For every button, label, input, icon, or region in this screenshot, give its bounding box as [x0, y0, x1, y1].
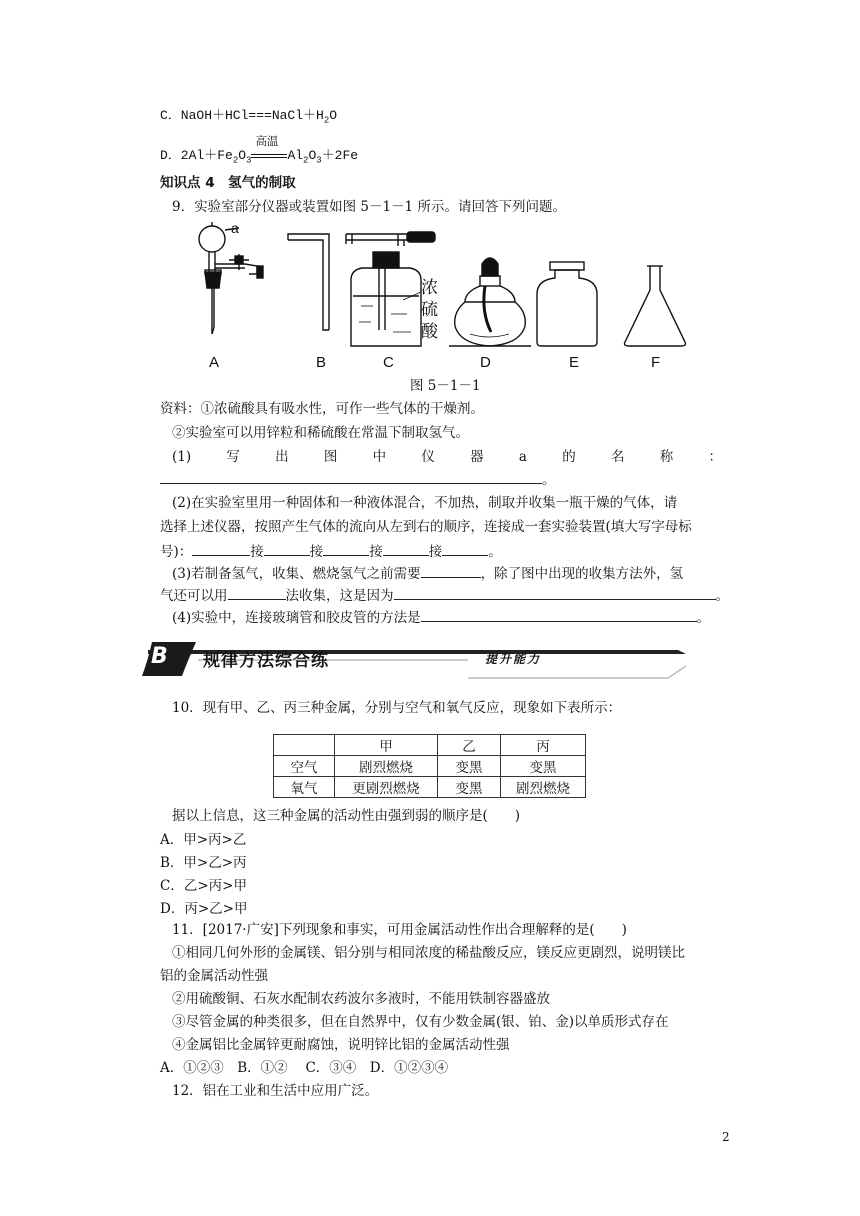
results-table	[273, 734, 586, 798]
page-number: 2	[722, 1130, 730, 1144]
q10-option-a[interactable]: A．甲>丙>乙	[160, 832, 247, 848]
answer-blank[interactable]	[421, 607, 697, 622]
q9-part3-l2: 气还可以用 法收集，这是因为 。	[160, 585, 729, 606]
q10-stem: 10．现有甲、乙、丙三种金属，分别与空气和氧气反应，现象如下表所示：	[172, 700, 622, 716]
answer-blank[interactable]	[421, 563, 481, 578]
q10-option-c[interactable]: C．乙>丙>甲	[160, 878, 247, 894]
alcohol-lamp-icon	[449, 258, 531, 346]
answer-blank[interactable]	[192, 541, 250, 556]
label-e: E	[569, 354, 580, 371]
label-d: D	[480, 354, 491, 371]
apparatus-figure	[185, 222, 725, 352]
gas-jar-icon	[537, 262, 597, 346]
q8-option-d: D．$2Al+Fe_2O_3$ 高温 $Al_2O_3+2Fe$	[160, 136, 359, 166]
q9-part2-l1: (2)在实验室里用一种固体和一种液体混合，不加热，制取并收集一瓶干燥的气体，请	[172, 495, 678, 511]
table-row: 氧气 更剧烈燃烧 变黑 剧烈燃烧	[274, 777, 586, 798]
separatory-funnel-icon	[199, 222, 263, 334]
section-heading: 知识点 4 氢气的制取	[160, 175, 296, 191]
q11-statement-2: ②用硫酸铜、石灰水配制农药波尔多液时，不能用铁制容器盛放	[172, 991, 550, 1007]
label-b: B	[316, 354, 327, 371]
info-2: ②实验室可以用锌粒和稀硫酸在常温下制取氢气。	[172, 425, 469, 441]
conical-flask-icon	[625, 266, 686, 346]
q12-stem: 12．铝在工业和生活中应用广泛。	[172, 1083, 379, 1099]
q9-stem: 9．实验室部分仪器或装置如图 5－1－1 所示。请回答下列问题。	[172, 199, 566, 215]
q11-statement-1b: 铝的金属活动性强	[160, 968, 268, 984]
q11-statement-1a: ①相同几何外形的金属镁、铝分别与相同浓度的稀盐酸反应，镁反应更剧烈，说明镁比	[172, 945, 685, 961]
banner-subtitle: 提升能力	[485, 652, 542, 666]
q10-question: 据以上信息，这三种金属的活动性由强到弱的顺序是( )	[172, 808, 521, 824]
q9-part1-answer: 。	[160, 469, 556, 490]
answer-blank[interactable]	[383, 541, 429, 556]
label-a: A	[209, 354, 220, 371]
answer-blank[interactable]	[323, 541, 369, 556]
answer-blank[interactable]	[394, 585, 716, 600]
answer-blank[interactable]	[442, 541, 488, 556]
answer-blank[interactable]	[264, 541, 310, 556]
q9-part2-l3: 号)： 接 接 接 接 。	[160, 541, 502, 562]
q11-options[interactable]: A．①②③ B．①② C．③④ D．①②③④	[160, 1060, 449, 1076]
marker-a: a	[231, 220, 239, 236]
q9-part2-l2: 选择上述仪器，按照产生气体的流向从左到右的顺序，连接成一套实验装置(填大写字母标	[160, 519, 692, 535]
figure-caption: 图 5－1－1	[410, 378, 481, 394]
q11-stem: 11．[2017·广安]下列现象和事实，可用金属活动性作出合理解释的是( )	[172, 922, 627, 938]
table-row: 甲 乙 丙	[274, 735, 586, 756]
q9-part4: (4)实验中，连接玻璃管和胶皮管的方法是 。	[172, 607, 710, 628]
q9-part1: (1) 写 出 图 中 仪 器 a 的 名 称 ：	[172, 449, 722, 465]
q11-statement-4: ④金属铝比金属锌更耐腐蚀，说明锌比铝的金属活动性强	[172, 1037, 510, 1053]
answer-blank[interactable]	[228, 585, 286, 600]
banner-letter: B	[151, 644, 168, 669]
label-c: C	[383, 354, 394, 371]
q9-part3-l1: (3)若制备氢气，收集、燃烧氢气之前需要 ，除了图中出现的收集方法外，氢	[172, 563, 683, 584]
label-f: F	[651, 354, 661, 371]
q11-statement-3: ③尽管金属的种类很多，但在自然界中，仅有少数金属(银、铂、金)以单质形式存在	[172, 1014, 669, 1030]
q8-option-c: C．$NaOH+HCl===NaCl+H_2O$	[160, 108, 338, 126]
reaction-condition: 高温	[251, 146, 287, 166]
info-1: 资料：①浓硫酸具有吸水性，可作一些气体的干燥剂。	[160, 401, 484, 417]
table-row: 空气 剧烈燃烧 变黑 变黑	[274, 756, 586, 777]
banner-title: 规律方法综合练	[203, 651, 329, 671]
bent-tube-icon	[288, 234, 329, 330]
q10-option-d[interactable]: D．丙>乙>甲	[160, 901, 248, 917]
answer-blank[interactable]	[160, 469, 542, 484]
acid-label: 浓 硫 酸	[421, 278, 438, 342]
q10-option-b[interactable]: B．甲>乙>丙	[160, 855, 247, 871]
